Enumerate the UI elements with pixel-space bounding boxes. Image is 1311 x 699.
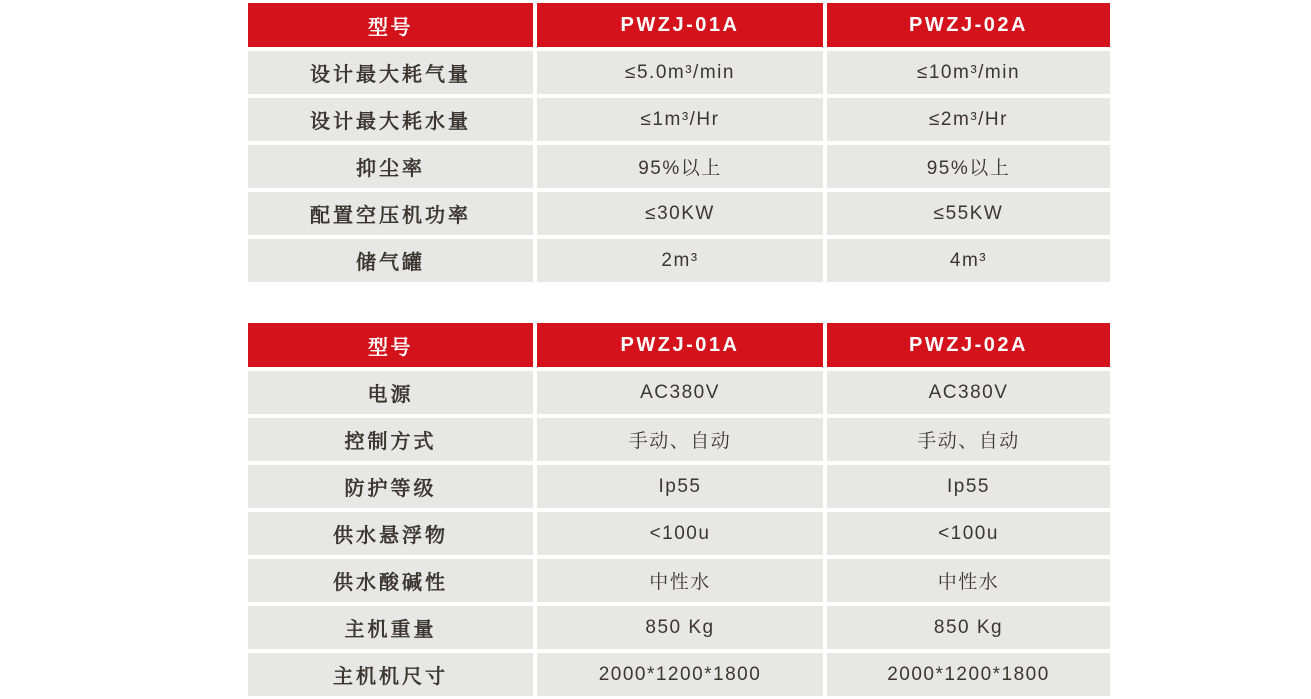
spec-value: Ip55 [537, 465, 823, 508]
spec-row-label: 主机重量 [248, 606, 533, 649]
spec-value: 95%以上 [537, 145, 823, 188]
spec-value: 850 Kg [827, 606, 1110, 649]
spec-value: Ip55 [827, 465, 1110, 508]
spec-row-label: 供水悬浮物 [248, 512, 533, 555]
spec-value: 2000*1200*1800 [827, 653, 1110, 696]
spec-row-label: 设计最大耗水量 [248, 98, 533, 141]
column-header-model-label: 型号 [248, 3, 533, 47]
spec-value: 2000*1200*1800 [537, 653, 823, 696]
spec-row-label: 供水酸碱性 [248, 559, 533, 602]
spec-row-label: 抑尘率 [248, 145, 533, 188]
spec-row-label: 设计最大耗气量 [248, 51, 533, 94]
column-header-model-2: PWZJ-02A [827, 3, 1110, 47]
spec-value: ≤55KW [827, 192, 1110, 235]
spec-value: AC380V [537, 371, 823, 414]
spec-value: 中性水 [537, 559, 823, 602]
spec-row-label: 防护等级 [248, 465, 533, 508]
spec-value: 95%以上 [827, 145, 1110, 188]
spec-value: <100u [537, 512, 823, 555]
spec-value: AC380V [827, 371, 1110, 414]
spec-value: ≤2m³/Hr [827, 98, 1110, 141]
spec-value: <100u [827, 512, 1110, 555]
spec-value: 4m³ [827, 239, 1110, 282]
spec-value: ≤30KW [537, 192, 823, 235]
spec-row-label: 主机机尺寸 [248, 653, 533, 696]
spec-value: 2m³ [537, 239, 823, 282]
spec-table-capacity [248, 3, 1110, 282]
spec-row-label: 储气罐 [248, 239, 533, 282]
column-header-model-1: PWZJ-01A [537, 3, 823, 47]
spec-row-label: 配置空压机功率 [248, 192, 533, 235]
spec-value: ≤1m³/Hr [537, 98, 823, 141]
spec-value: ≤10m³/min [827, 51, 1110, 94]
spec-value: 850 Kg [537, 606, 823, 649]
spec-table-electrical [248, 323, 1110, 696]
column-header-model-label: 型号 [248, 323, 533, 367]
spec-value: 手动、自动 [537, 418, 823, 461]
column-header-model-1: PWZJ-01A [537, 323, 823, 367]
spec-value: 手动、自动 [827, 418, 1110, 461]
spec-row-label: 控制方式 [248, 418, 533, 461]
column-header-model-2: PWZJ-02A [827, 323, 1110, 367]
spec-value: 中性水 [827, 559, 1110, 602]
spec-value: ≤5.0m³/min [537, 51, 823, 94]
spec-row-label: 电源 [248, 371, 533, 414]
